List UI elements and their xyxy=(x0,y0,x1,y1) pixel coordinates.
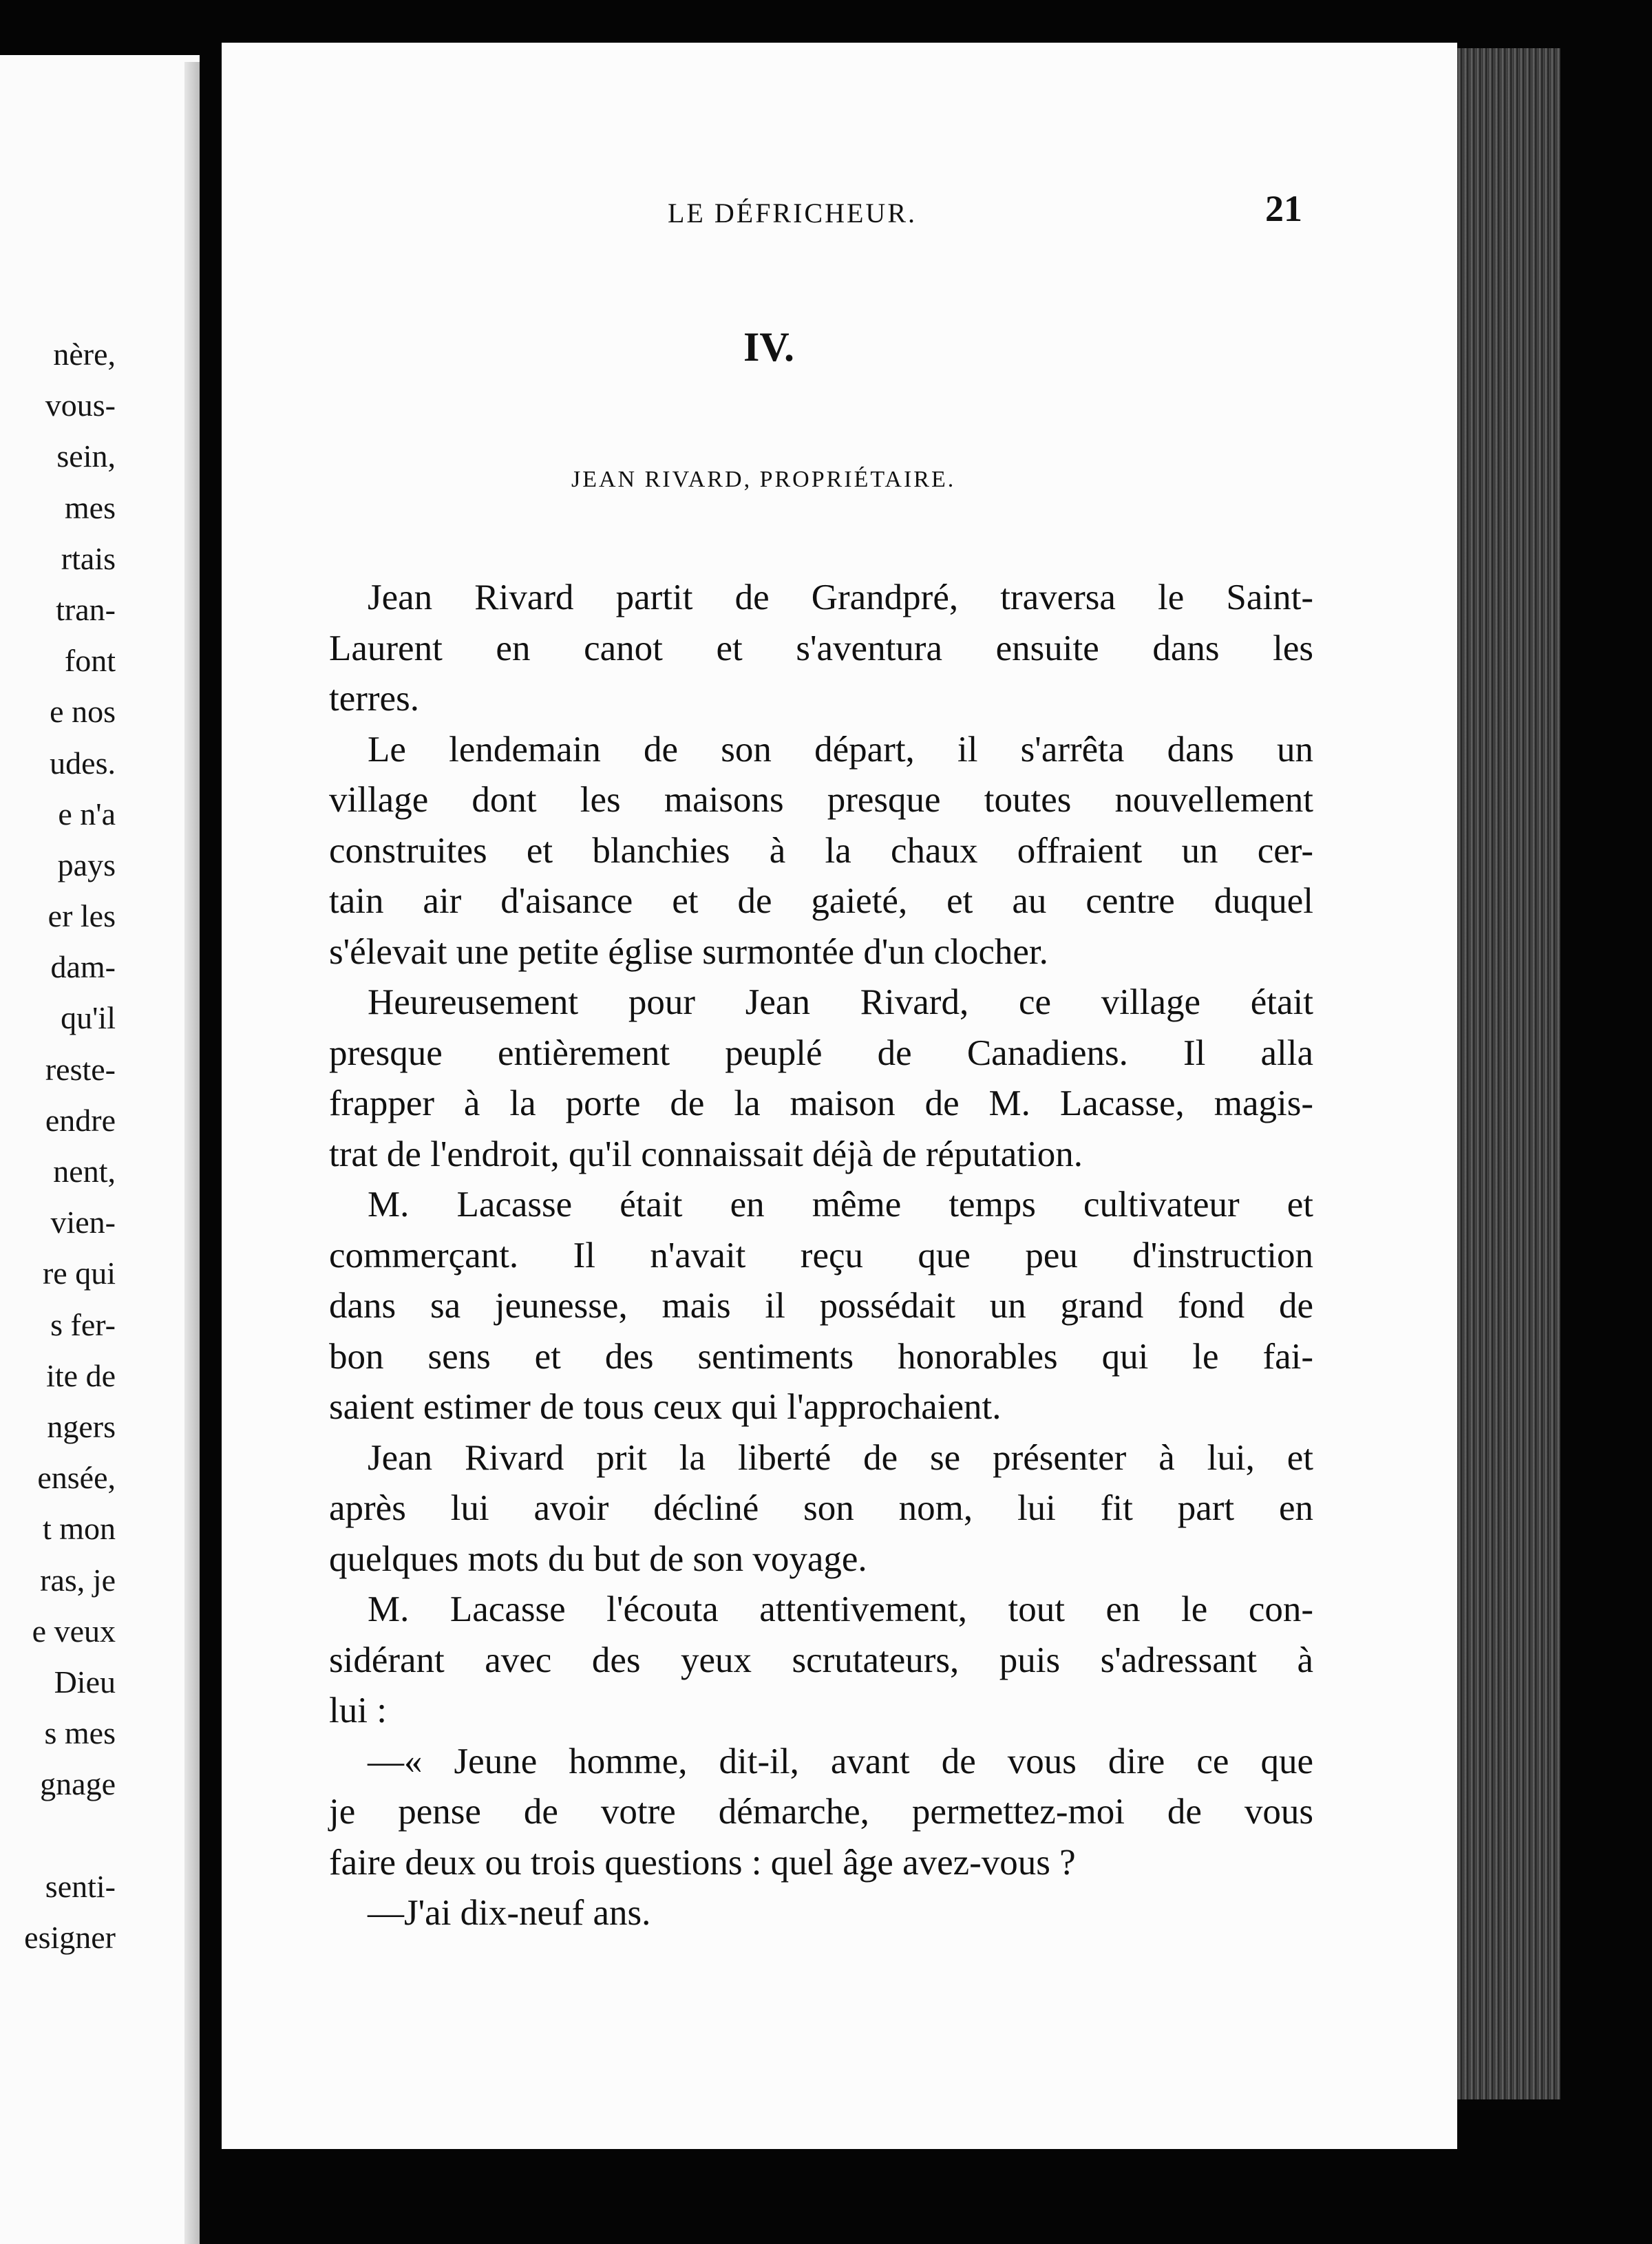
facing-page-line: rtais xyxy=(61,540,116,576)
text-line: —« Jeune homme, dit-il, avant de vous dire ce que xyxy=(368,1741,1313,1781)
facing-page-line: re qui xyxy=(42,1256,116,1291)
facing-page-line: s mes xyxy=(44,1715,116,1751)
facing-page-line: t mon xyxy=(42,1511,116,1547)
facing-page-text xyxy=(0,329,116,1963)
text-line: sidérant avec des yeux scrutateurs, puis s'adressant à xyxy=(329,1640,1313,1680)
text-line: lui : xyxy=(329,1691,387,1730)
text-line: terres. xyxy=(329,679,419,719)
text-line: construites et blanchies à la chaux offraient un cer- xyxy=(329,830,1313,871)
text-line: commerçant. Il n'avait reçu que peu d'instruction xyxy=(329,1235,1313,1276)
facing-page-line: udes. xyxy=(50,745,116,781)
text-line: bon sens et des sentiments honorables qui le fai- xyxy=(329,1336,1313,1377)
page-edges xyxy=(1457,48,1560,2099)
facing-page-line: ngers xyxy=(47,1408,116,1444)
running-head: LE DÉFRICHEUR. xyxy=(668,198,917,229)
facing-page-line: nent, xyxy=(53,1154,116,1189)
text-line: Jean Rivard partit de Grandpré, traversa le Saint- xyxy=(368,578,1313,617)
text-line: Jean Rivard prit la liberté de se présenter à lui, et xyxy=(368,1437,1313,1478)
text-line: —J'ai dix-neuf ans. xyxy=(368,1893,651,1933)
page-number: 21 xyxy=(1265,188,1302,229)
facing-page-line xyxy=(0,1810,116,1861)
facing-page xyxy=(0,55,200,2244)
facing-page-line: vous- xyxy=(45,388,116,423)
facing-page-line: qu'il xyxy=(61,1000,116,1036)
facing-page-line: e n'a xyxy=(58,796,116,832)
text-line: dans sa jeunesse, mais il possédait un grand fond de xyxy=(329,1286,1313,1326)
text-line: M. Lacasse était en même temps cultivateur et xyxy=(368,1185,1313,1225)
facing-page-line: s fer- xyxy=(50,1306,116,1342)
facing-page-line: e veux xyxy=(32,1613,116,1649)
facing-page-line: reste- xyxy=(45,1051,116,1087)
text-line: Le lendemain de son départ, il s'arrêta dans un xyxy=(368,729,1313,770)
text-line: presque entièrement peuplé de Canadiens. Il alla xyxy=(329,1033,1313,1073)
facing-page-line: endre xyxy=(45,1102,116,1138)
chapter-title: JEAN RIVARD, PROPRIÉTAIRE. xyxy=(571,467,956,492)
facing-page-line: Dieu xyxy=(54,1664,116,1700)
facing-page-line: senti- xyxy=(45,1868,116,1904)
text-line: je pense de votre démarche, permettez-moi de vous xyxy=(329,1792,1313,1832)
facing-page-line: mes xyxy=(64,489,116,525)
text-line: quelques mots du but de son voyage. xyxy=(329,1538,867,1579)
facing-page-line: e nos xyxy=(50,694,116,730)
facing-page-line: esigner xyxy=(24,1919,116,1955)
facing-page-line: tran- xyxy=(56,591,116,627)
text-line: village dont les maisons presque toutes nouvellement xyxy=(329,780,1313,820)
text-line: tain air d'aisance et de gaieté, et au centre duquel xyxy=(329,881,1313,921)
text-line: frapper à la porte de la maison de M. Lacasse, magis- xyxy=(329,1083,1313,1123)
text-line: s'élevait une petite église surmontée d'un clocher. xyxy=(329,931,1048,972)
facing-page-line: nère, xyxy=(53,337,116,372)
facing-page-line: ensée, xyxy=(37,1460,116,1496)
text-line: après lui avoir décliné son nom, lui fit part en xyxy=(329,1488,1313,1528)
facing-page-line: ras, je xyxy=(40,1562,116,1598)
facing-page-line: dam- xyxy=(50,949,116,985)
facing-page-line: vien- xyxy=(50,1205,116,1240)
text-line: M. Lacasse l'écouta attentivement, tout en le con- xyxy=(368,1589,1313,1629)
text-line: saient estimer de tous ceux qui l'approchaient. xyxy=(329,1387,1002,1427)
text-line: Heureusement pour Jean Rivard, ce village était xyxy=(368,982,1313,1022)
facing-page-line: pays xyxy=(57,847,116,882)
facing-page-line: ite de xyxy=(46,1357,116,1393)
text-line: trat de l'endroit, qu'il connaissait déjà de réputation. xyxy=(329,1134,1083,1174)
text-line: faire deux ou trois questions : quel âge avez-vous ? xyxy=(329,1842,1076,1883)
facing-page-line: er les xyxy=(47,898,116,934)
body-text xyxy=(329,573,1313,1939)
facing-page-line: gnage xyxy=(40,1766,116,1802)
facing-page-line: sein, xyxy=(56,438,116,474)
chapter-number: IV. xyxy=(743,324,794,370)
text-line: Laurent en canot et s'aventura ensuite dans les xyxy=(329,628,1313,668)
book-gutter xyxy=(184,62,200,2244)
facing-page-line: font xyxy=(64,643,116,679)
